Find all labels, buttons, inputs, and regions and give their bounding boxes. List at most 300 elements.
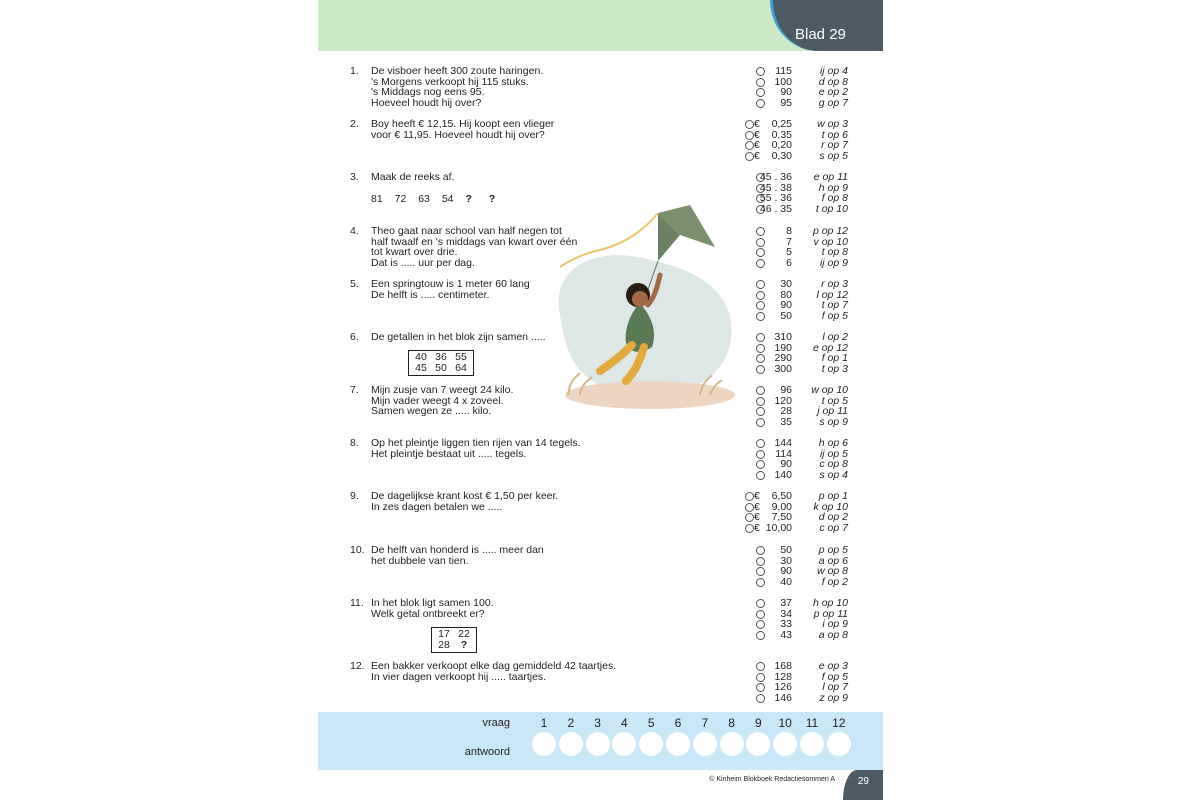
- radio-circle-icon[interactable]: [756, 683, 765, 692]
- block-cell: 28: [438, 639, 450, 651]
- option-value: 115: [775, 65, 792, 77]
- option-code: z op 9: [819, 691, 848, 704]
- question-number: 8.: [350, 437, 359, 449]
- option-value: 37: [780, 597, 792, 609]
- answer-circle-input[interactable]: [666, 732, 690, 756]
- option-code: e op 3: [818, 660, 848, 672]
- question-text: [371, 119, 611, 140]
- option-value: 46 . 35: [759, 202, 792, 215]
- option-code: ij op 5: [819, 447, 848, 460]
- option-value: 5: [786, 246, 792, 259]
- option-code: g op 7: [818, 96, 848, 109]
- answer-options-6: [742, 332, 872, 374]
- radio-circle-icon[interactable]: [756, 238, 765, 247]
- answer-circle-input[interactable]: [773, 732, 797, 756]
- answer-option[interactable]: [742, 151, 872, 162]
- option-value: 33: [780, 618, 792, 631]
- answer-option[interactable]: [742, 470, 872, 481]
- answer-options-9: [742, 491, 872, 533]
- currency-symbol: €: [754, 118, 760, 130]
- option-code: f op 2: [821, 575, 848, 588]
- question-number: 10.: [350, 544, 365, 556]
- answer-circle-input[interactable]: [693, 732, 717, 756]
- option-code: j op 11: [817, 405, 848, 418]
- question-line: De helft van honderd is ..... meer dan: [371, 544, 544, 556]
- radio-circle-icon[interactable]: [756, 471, 765, 480]
- answer-options-3: [742, 172, 872, 214]
- answer-option[interactable]: [742, 630, 872, 641]
- answer-option[interactable]: [742, 279, 872, 290]
- answer-option[interactable]: [742, 406, 872, 417]
- question-line: 's Morgens verkoopt hij 115 stuks.: [371, 75, 529, 88]
- option-value: 120: [774, 394, 792, 407]
- answer-circle-input[interactable]: [559, 732, 583, 756]
- radio-circle-icon[interactable]: [745, 492, 754, 501]
- answer-option[interactable]: [742, 438, 872, 449]
- block-cell: 22: [458, 628, 470, 640]
- number-sequence: [371, 193, 509, 205]
- option-code: p op 11: [813, 607, 848, 620]
- sequence-item: 63: [418, 193, 430, 205]
- grid-question-number: 11: [805, 716, 819, 730]
- radio-circle-icon[interactable]: [756, 227, 765, 236]
- grid-question-number: 12: [832, 716, 846, 730]
- answer-option[interactable]: [742, 661, 872, 672]
- option-code: e op 11: [813, 171, 848, 183]
- option-code: f op 5: [821, 670, 848, 683]
- radio-circle-icon[interactable]: [756, 88, 765, 97]
- radio-circle-icon[interactable]: [756, 460, 765, 469]
- option-code: t op 7: [821, 299, 848, 312]
- radio-circle-icon[interactable]: [756, 673, 765, 682]
- question-number: 9.: [350, 490, 359, 502]
- question-line: Een bakker verkoopt elke dag gemiddeld 42 taartjes.: [371, 660, 617, 672]
- answer-option[interactable]: [742, 502, 872, 513]
- grid-question-number: 4: [621, 716, 628, 730]
- option-value: 100: [774, 75, 792, 88]
- option-value: 0,35: [771, 128, 792, 141]
- answer-option[interactable]: [742, 204, 872, 215]
- answer-circle-input[interactable]: [612, 732, 636, 756]
- radio-circle-icon[interactable]: [756, 620, 765, 629]
- option-code: c op 8: [819, 458, 848, 471]
- answer-option[interactable]: [742, 258, 872, 269]
- radio-circle-icon[interactable]: [756, 259, 765, 268]
- answer-option[interactable]: [742, 364, 872, 375]
- option-value: 30: [780, 278, 792, 290]
- answer-circle-input[interactable]: [827, 732, 851, 756]
- question-number: 11.: [350, 597, 364, 609]
- answer-circle-input[interactable]: [639, 732, 663, 756]
- currency-symbol: €: [754, 149, 760, 162]
- option-value: 140: [774, 468, 792, 481]
- option-code: h op 9: [818, 181, 848, 194]
- answer-option[interactable]: [742, 226, 872, 237]
- option-code: s op 9: [819, 415, 848, 428]
- answer-option[interactable]: [742, 353, 872, 364]
- option-value: 55 . 36: [759, 192, 792, 205]
- option-code: a op 8: [818, 628, 848, 641]
- option-code: e op 2: [818, 86, 848, 99]
- question-line: 's Middags nog eens 95.: [371, 86, 485, 99]
- radio-circle-icon[interactable]: [756, 599, 765, 608]
- option-value: 90: [780, 565, 792, 578]
- question-text: [371, 491, 611, 512]
- option-code: t op 3: [821, 362, 848, 375]
- sequence-item: 81: [371, 193, 383, 205]
- answer-option[interactable]: [742, 491, 872, 502]
- option-code: w op 3: [817, 118, 848, 130]
- answer-options-2: [742, 119, 872, 161]
- currency-symbol: €: [754, 511, 760, 524]
- radio-circle-icon[interactable]: [756, 418, 765, 427]
- answer-option[interactable]: [742, 556, 872, 567]
- option-code: v op 10: [813, 235, 848, 248]
- option-value: 310: [774, 331, 792, 343]
- number-block-q11: [431, 627, 477, 653]
- option-code: d op 2: [818, 511, 848, 524]
- question-number: 1.: [350, 65, 359, 77]
- option-value: 50: [780, 544, 792, 556]
- answer-option[interactable]: [742, 545, 872, 556]
- option-value: 6: [786, 256, 792, 269]
- answer-circle-input[interactable]: [586, 732, 610, 756]
- option-code: f op 8: [821, 192, 848, 205]
- answer-option[interactable]: [742, 619, 872, 630]
- option-value: 10,00: [765, 521, 792, 534]
- radio-circle-icon[interactable]: [756, 578, 765, 587]
- option-code: r op 7: [821, 139, 848, 152]
- grid-question-number: 8: [728, 716, 735, 730]
- radio-circle-icon[interactable]: [745, 513, 754, 522]
- answer-option[interactable]: [742, 87, 872, 98]
- option-value: 7,50: [771, 511, 792, 524]
- question-line: Een springtouw is 1 meter 60 lang: [371, 278, 530, 290]
- question-line: Theo gaat naar school van half negen tot: [371, 225, 562, 237]
- question-line: Boy heeft € 12,15. Hij koopt een vlieger: [371, 118, 555, 130]
- radio-circle-icon[interactable]: [756, 631, 765, 640]
- question-number: 7.: [350, 384, 359, 396]
- option-code: s op 5: [819, 149, 848, 162]
- radio-circle-icon[interactable]: [756, 78, 765, 87]
- answer-options-1: [742, 66, 872, 108]
- answer-option[interactable]: [742, 417, 872, 428]
- option-code: t op 5: [821, 394, 848, 407]
- sequence-item: 54: [441, 193, 454, 205]
- answer-option[interactable]: [742, 172, 872, 183]
- question-line: De getallen in het blok zijn samen .....: [371, 331, 546, 343]
- answer-option[interactable]: [742, 385, 872, 396]
- option-code: h op 6: [818, 437, 848, 449]
- option-code: t op 10: [815, 202, 848, 215]
- option-value: 95: [780, 96, 792, 109]
- radio-circle-icon[interactable]: [756, 312, 765, 321]
- radio-circle-icon[interactable]: [745, 120, 754, 129]
- radio-circle-icon[interactable]: [756, 407, 765, 416]
- radio-circle-icon[interactable]: [756, 662, 765, 671]
- option-value: 126: [774, 681, 792, 694]
- answer-option[interactable]: [742, 290, 872, 301]
- block-cell: ?: [460, 639, 468, 651]
- question-line: In vier dagen verkoopt hij ..... taartjes.: [371, 670, 547, 683]
- currency-symbol: €: [754, 128, 760, 141]
- option-code: ij op 9: [819, 256, 848, 269]
- question-line: De visboer heeft 300 zoute haringen.: [371, 65, 544, 77]
- option-code: f op 5: [821, 309, 848, 322]
- option-value: 144: [774, 437, 792, 449]
- option-value: 0,25: [771, 118, 792, 130]
- radio-circle-icon[interactable]: [745, 152, 754, 161]
- question-number: 2.: [350, 118, 359, 130]
- answer-option[interactable]: [742, 98, 872, 109]
- block-cell: 50: [435, 362, 447, 374]
- question-number: 4.: [350, 225, 359, 237]
- option-value: 90: [780, 86, 792, 99]
- option-value: 34: [780, 607, 792, 620]
- answer-options-8: [742, 438, 872, 480]
- option-value: 8: [786, 225, 792, 237]
- option-code: r op 3: [821, 278, 848, 290]
- option-code: i op 9: [822, 618, 848, 631]
- option-code: k op 10: [813, 500, 848, 513]
- currency-symbol: €: [754, 500, 760, 513]
- option-value: 45 . 36: [759, 171, 792, 183]
- grid-question-number: 2: [567, 716, 575, 730]
- radio-circle-icon[interactable]: [756, 344, 765, 353]
- question-line: De dagelijkse krant kost € 1,50 per keer.: [371, 490, 559, 502]
- answer-options-11: [742, 598, 872, 640]
- option-value: 40: [780, 575, 792, 588]
- answer-option[interactable]: [742, 449, 872, 460]
- answer-options-10: [742, 545, 872, 587]
- radio-circle-icon[interactable]: [756, 333, 765, 342]
- radio-circle-icon[interactable]: [756, 291, 765, 300]
- answer-option[interactable]: [742, 512, 872, 523]
- option-value: 9,00: [771, 500, 792, 513]
- option-code: l op 2: [822, 331, 848, 343]
- option-value: 50: [780, 309, 792, 322]
- question-line: In het blok ligt samen 100.: [371, 597, 494, 609]
- option-value: 90: [780, 458, 792, 471]
- currency-symbol: €: [754, 490, 760, 502]
- question-line: Mijn zusje van 7 weegt 24 kilo.: [371, 384, 514, 396]
- option-value: 28: [780, 405, 792, 418]
- option-value: 114: [775, 447, 792, 460]
- block-cell: 17: [438, 628, 450, 640]
- question-text: [371, 66, 611, 108]
- radio-circle-icon[interactable]: [745, 131, 754, 140]
- block-cell: 64: [455, 362, 467, 374]
- answer-option[interactable]: [742, 396, 872, 407]
- option-code: p op 1: [818, 490, 848, 502]
- answer-row-label: antwoord: [464, 746, 510, 758]
- option-code: p op 12: [812, 225, 848, 237]
- option-code: d op 8: [818, 75, 848, 88]
- option-code: t op 8: [821, 246, 848, 259]
- option-code: l op 12: [816, 288, 848, 301]
- answer-option[interactable]: [742, 693, 872, 704]
- option-value: 290: [774, 352, 792, 365]
- answer-option[interactable]: [742, 343, 872, 354]
- answer-option[interactable]: [742, 459, 872, 470]
- page-number: 29: [857, 776, 869, 787]
- question-line: Samen wegen ze ..... kilo.: [371, 405, 492, 418]
- answer-option[interactable]: [742, 237, 872, 248]
- question-line: het dubbele van tien.: [371, 554, 469, 567]
- question-line: Mijn vader weegt 4 x zoveel.: [371, 394, 504, 407]
- option-code: f op 1: [821, 352, 848, 365]
- option-value: 80: [780, 288, 792, 301]
- radio-circle-icon[interactable]: [756, 354, 765, 363]
- radio-circle-icon[interactable]: [756, 557, 765, 566]
- question-line: half twaalf en 's middags van kwart over één: [371, 235, 578, 248]
- option-value: 45 . 38: [759, 181, 792, 194]
- sequence-unknown: ?: [488, 193, 496, 205]
- option-value: 90: [780, 299, 792, 312]
- grid-question-number: 3: [594, 716, 601, 730]
- option-code: w op 8: [817, 565, 848, 578]
- radio-circle-icon[interactable]: [756, 546, 765, 555]
- answer-option[interactable]: [742, 311, 872, 322]
- page-number-tab: [843, 770, 883, 800]
- option-code: c op 7: [819, 521, 848, 534]
- radio-circle-icon[interactable]: [756, 365, 765, 374]
- option-value: 128: [774, 670, 792, 683]
- sequence-item: 72: [394, 193, 407, 205]
- question-line: voor € 11,95. Hoeveel houdt hij over?: [371, 128, 545, 141]
- option-code: s op 4: [819, 468, 848, 481]
- grid-question-number: 6: [674, 716, 682, 730]
- answer-circle-input[interactable]: [532, 732, 556, 756]
- question-line: Op het pleintje liggen tien rijen van 14 tegels.: [371, 437, 581, 449]
- question-number: 6.: [350, 331, 359, 343]
- question-number: 3.: [350, 171, 359, 183]
- number-block-q6: [408, 350, 474, 376]
- radio-circle-icon[interactable]: [756, 280, 765, 289]
- answer-circle-input[interactable]: [720, 732, 744, 756]
- option-value: 7: [786, 235, 792, 248]
- radio-circle-icon[interactable]: [756, 248, 765, 257]
- option-value: 168: [774, 660, 792, 672]
- grid-question-number: 5: [647, 716, 655, 730]
- option-code: a op 6: [818, 554, 848, 567]
- answer-option[interactable]: [742, 247, 872, 258]
- radio-circle-icon[interactable]: [756, 67, 765, 76]
- option-value: 35: [780, 415, 792, 428]
- radio-circle-icon[interactable]: [745, 524, 754, 533]
- question-number: 12.: [350, 660, 365, 672]
- block-cell: 36: [435, 351, 447, 363]
- answer-option[interactable]: [742, 523, 872, 534]
- radio-circle-icon[interactable]: [756, 386, 765, 395]
- radio-circle-icon[interactable]: [756, 397, 765, 406]
- kite-boy-illustration: [540, 205, 750, 415]
- sequence-unknown: ?: [465, 193, 472, 205]
- grid-question-number: 1: [540, 716, 548, 730]
- worksheet-page: [318, 0, 883, 800]
- answer-options-4: [742, 226, 872, 268]
- sheet-label: Blad 29: [795, 26, 846, 43]
- answer-option[interactable]: [742, 119, 872, 130]
- block-cell: 45: [415, 362, 427, 374]
- radio-circle-icon[interactable]: [756, 99, 765, 108]
- radio-circle-icon[interactable]: [756, 610, 765, 619]
- answer-option[interactable]: [742, 300, 872, 311]
- radio-circle-icon[interactable]: [756, 694, 765, 703]
- option-value: 43: [780, 628, 792, 641]
- option-value: 30: [780, 554, 792, 567]
- answer-option[interactable]: [742, 672, 872, 683]
- radio-circle-icon[interactable]: [756, 567, 765, 576]
- radio-circle-icon[interactable]: [756, 301, 765, 310]
- answer-option[interactable]: [742, 609, 872, 620]
- question-text: [371, 545, 611, 566]
- option-value: 146: [774, 691, 792, 704]
- option-code: p op 5: [818, 544, 848, 556]
- answer-options-5: [742, 279, 872, 321]
- answer-circle-input[interactable]: [746, 732, 770, 756]
- question-line: Maak de reeks af.: [371, 171, 455, 183]
- answer-option[interactable]: [742, 140, 872, 151]
- option-code: l op 7: [822, 681, 848, 694]
- answer-option[interactable]: [742, 130, 872, 141]
- question-line: Hoeveel houdt hij over?: [371, 96, 482, 109]
- radio-circle-icon[interactable]: [745, 503, 754, 512]
- answer-option[interactable]: [742, 77, 872, 88]
- question-text: [371, 598, 611, 619]
- answer-option[interactable]: [742, 598, 872, 609]
- option-code: t op 6: [821, 128, 848, 141]
- question-line: Dat is ..... uur per dag.: [371, 256, 475, 269]
- grid-question-number: 10: [778, 716, 792, 730]
- currency-symbol: €: [754, 521, 760, 534]
- option-code: ij op 4: [819, 65, 848, 77]
- answer-option[interactable]: [742, 577, 872, 588]
- option-value: 300: [774, 362, 792, 375]
- radio-circle-icon[interactable]: [756, 450, 765, 459]
- grid-question-number: 7: [701, 716, 709, 730]
- copyright-text: © Kinheim Blokboek Redactiesommen A: [709, 776, 835, 783]
- option-value: 190: [774, 341, 792, 354]
- question-line: Welk getal ontbreekt er?: [371, 607, 485, 620]
- question-line: tot kwart over drie.: [371, 246, 458, 259]
- option-value: 96: [780, 384, 792, 396]
- question-number: 5.: [350, 278, 359, 290]
- answer-option[interactable]: [742, 332, 872, 343]
- answer-grid: [318, 712, 883, 770]
- question-line: Het pleintje bestaat uit ..... tegels.: [371, 447, 527, 460]
- option-value: 0,20: [771, 139, 792, 152]
- question-line: De helft is ..... centimeter.: [371, 288, 490, 301]
- answer-option[interactable]: [742, 682, 872, 693]
- option-code: h op 10: [812, 597, 848, 609]
- answer-circle-input[interactable]: [800, 732, 824, 756]
- answer-options-7: [742, 385, 872, 427]
- answer-option[interactable]: [742, 66, 872, 77]
- option-value: 0,30: [771, 149, 792, 162]
- question-line: In zes dagen betalen we .....: [371, 500, 503, 513]
- answer-options-12: [742, 661, 872, 703]
- page-footer: [318, 770, 883, 800]
- block-cell: 55: [455, 351, 467, 363]
- block-cell: 40: [415, 351, 427, 363]
- option-value: 6,50: [771, 490, 792, 502]
- radio-circle-icon[interactable]: [745, 141, 754, 150]
- answer-option[interactable]: [742, 566, 872, 577]
- radio-circle-icon[interactable]: [756, 439, 765, 448]
- currency-symbol: €: [754, 139, 760, 152]
- question-text: [371, 660, 617, 683]
